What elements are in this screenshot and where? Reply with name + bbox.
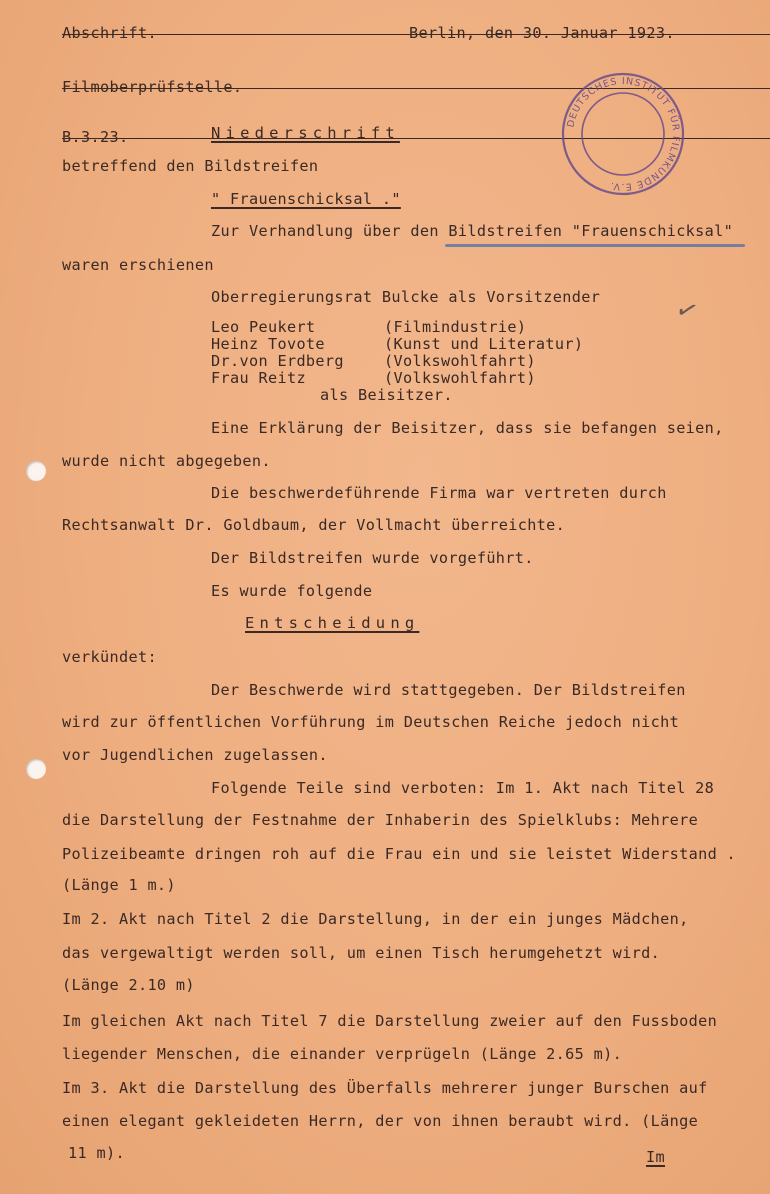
decision-d1: Der Beschwerde wird stattgegeben. Der Bildstreifen (211, 681, 686, 699)
body-p3: Der Bildstreifen wurde vorgeführt. (211, 549, 534, 567)
member-name: Dr.von Erdberg (211, 352, 344, 370)
decision-f2: das vergewaltigt werden soll, um einen Tisch herumgehetzt wird. (62, 944, 661, 962)
reference-number: B.3.23. (62, 128, 770, 146)
decision-e3: Polizeibeamte dringen roh auf die Frau ein und sie leistet Widerstand . (62, 845, 737, 863)
copy-label: Abschrift. (62, 24, 770, 42)
place-date: Berlin, den 30. Januar 1923. (409, 24, 675, 42)
member-role: (Kunst und Literatur) (384, 335, 584, 353)
decision-e4: (Länge 1 m.) (62, 876, 176, 894)
members-suffix: als Beisitzer. (320, 386, 453, 404)
decision-g2: liegender Menschen, die einander verprügeln (Länge 2.65 m). (62, 1045, 623, 1063)
member-name: Heinz Tovote (211, 335, 325, 353)
punch-hole-top (26, 461, 46, 481)
decision-h2: einen elegant gekleideten Herrn, der von ihnen beraubt wird. (Länge (62, 1112, 699, 1130)
archive-stamp (561, 72, 685, 196)
blue-pencil-underline (445, 244, 745, 247)
member-role: (Volkswohlfahrt) (384, 352, 536, 370)
body-p2b: Rechtsanwalt Dr. Goldbaum, der Vollmacht überreichte. (62, 516, 566, 534)
intro-line-1: Zur Verhandlung über den Bildstreifen "Frauenschicksal" (211, 222, 734, 240)
decision-f3: (Länge 2.10 m) (62, 976, 195, 994)
body-p2a: Die beschwerdeführende Firma war vertreten durch (211, 484, 667, 502)
body-p4: Es wurde folgende (211, 582, 373, 600)
decision-d2: wird zur öffentlichen Vorführung im Deutschen Reiche jedoch nicht (62, 713, 680, 731)
decision-heading: Entscheidung (245, 614, 420, 632)
pencil-check-mark: ✓ (671, 293, 703, 329)
decision-e2: die Darstellung der Festnahme der Inhaberin des Spielklubs: Mehrere (62, 811, 699, 829)
punch-hole-bottom (26, 759, 46, 779)
film-title: " Frauenschicksal ." (211, 190, 401, 208)
document-title: Niederschrift (211, 124, 400, 142)
decision-e1: Folgende Teile sind verboten: Im 1. Akt nach Titel 28 (211, 779, 715, 797)
decision-h3: 11 m). (68, 1144, 125, 1162)
body-p1a: Eine Erklärung der Beisitzer, dass sie befangen seien, (211, 419, 724, 437)
decision-d3: vor Jugendlichen zugelassen. (62, 746, 328, 764)
member-name: Frau Reitz (211, 369, 306, 387)
next-page-catchword: Im (646, 1148, 665, 1166)
decision-h1: Im 3. Akt die Darstellung des Überfalls mehrerer junger Burschen auf (62, 1079, 708, 1097)
member-role: (Filmindustrie) (384, 318, 527, 336)
decision-g1: Im gleichen Akt nach Titel 7 die Darstellung zweier auf den Fussboden (62, 1012, 718, 1030)
chair-line: Oberregierungsrat Bulcke als Vorsitzender (211, 288, 601, 306)
office-name: Filmoberprüfstelle. (62, 78, 770, 96)
member-role: (Volkswohlfahrt) (384, 369, 536, 387)
decision-f1: Im 2. Akt nach Titel 2 die Darstellung, in der ein junges Mädchen, (62, 910, 689, 928)
body-p1b: wurde nicht abgegeben. (62, 452, 271, 470)
member-name: Leo Peukert (211, 318, 316, 336)
decision-announced: verkündet: (62, 648, 157, 666)
intro-line-2: waren erschienen (62, 256, 214, 274)
subject-line: betreffend den Bildstreifen (62, 157, 319, 175)
stamp-ring-text: DEUTSCHES INSTITUT FÜR FILMKUNDE E.V. (565, 75, 682, 193)
